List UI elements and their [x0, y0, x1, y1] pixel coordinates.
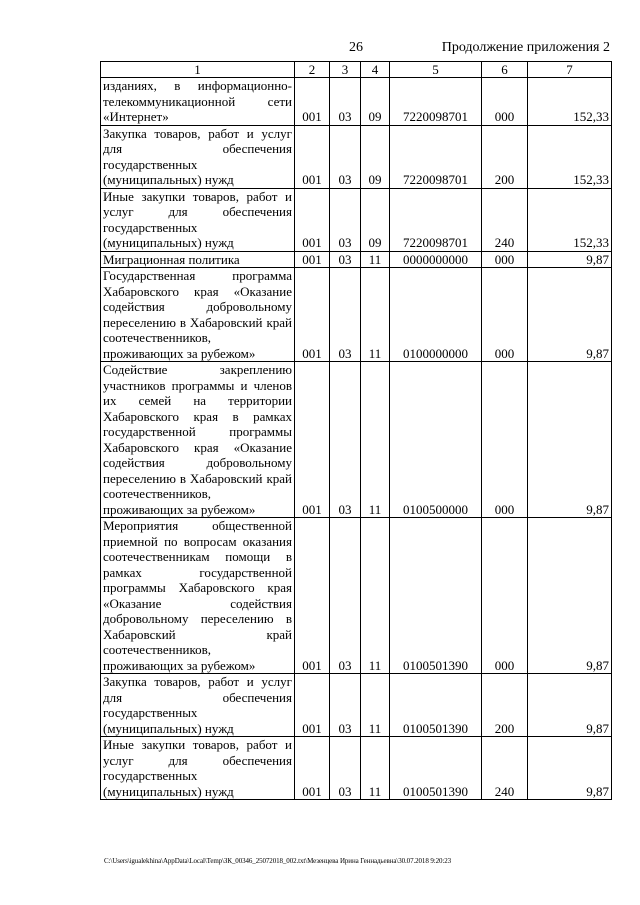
row-code-target: 0100501390 [390, 737, 482, 800]
continuation-label: Продолжение приложения 2 [441, 40, 610, 55]
column-header: 6 [482, 62, 528, 78]
table-row [101, 674, 612, 737]
row-amount: 152,33 [528, 78, 612, 126]
row-code-subsection: 11 [361, 737, 390, 800]
budget-table [100, 61, 612, 800]
row-code-ministry: 001 [295, 251, 330, 268]
table-row [101, 518, 612, 674]
page-number: 26 [349, 40, 363, 55]
row-code-target: 7220098701 [390, 78, 482, 126]
row-code-section: 03 [330, 125, 361, 188]
row-amount: 9,87 [528, 674, 612, 737]
row-code-section: 03 [330, 737, 361, 800]
row-code-section: 03 [330, 362, 361, 518]
table-row [101, 362, 612, 518]
row-code-ministry: 001 [295, 78, 330, 126]
row-code-expense-type: 000 [482, 251, 528, 268]
row-amount: 152,33 [528, 125, 612, 188]
row-code-subsection: 09 [361, 188, 390, 251]
column-header: 7 [528, 62, 612, 78]
row-code-target: 0100500000 [390, 362, 482, 518]
row-code-ministry: 001 [295, 188, 330, 251]
row-code-expense-type: 240 [482, 737, 528, 800]
column-header: 2 [295, 62, 330, 78]
row-name: Закупка товаров, работ и услуг для обеспечения государственных (муниципальных) нужд [101, 125, 295, 188]
row-code-subsection: 09 [361, 78, 390, 126]
table-header-row [101, 62, 612, 78]
row-name: изданиях, в информационно-телекоммуникационной сети «Интернет» [101, 78, 295, 126]
row-code-ministry: 001 [295, 674, 330, 737]
table-row [101, 268, 612, 362]
column-header: 1 [101, 62, 295, 78]
row-code-subsection: 11 [361, 251, 390, 268]
row-name: Государственная программа Хабаровского края «Оказание содействия добровольному переселению в Хабаровский край соотечественников, проживающих за рубежом» [101, 268, 295, 362]
table-row [101, 251, 612, 268]
row-code-subsection: 09 [361, 125, 390, 188]
row-code-section: 03 [330, 251, 361, 268]
row-code-subsection: 11 [361, 362, 390, 518]
table-row [101, 188, 612, 251]
column-header: 4 [361, 62, 390, 78]
row-code-expense-type: 000 [482, 362, 528, 518]
row-code-ministry: 001 [295, 125, 330, 188]
row-code-section: 03 [330, 674, 361, 737]
row-code-target: 0100000000 [390, 268, 482, 362]
row-code-subsection: 11 [361, 674, 390, 737]
row-name: Иные закупки товаров, работ и услуг для обеспечения государственных (муниципальных) нужд [101, 188, 295, 251]
table-row [101, 125, 612, 188]
row-code-expense-type: 000 [482, 78, 528, 126]
row-code-target: 0100501390 [390, 518, 482, 674]
row-code-section: 03 [330, 268, 361, 362]
row-code-ministry: 001 [295, 737, 330, 800]
row-code-expense-type: 200 [482, 674, 528, 737]
row-code-ministry: 001 [295, 362, 330, 518]
row-amount: 9,87 [528, 518, 612, 674]
row-code-section: 03 [330, 78, 361, 126]
row-code-ministry: 001 [295, 518, 330, 674]
row-code-target: 0100501390 [390, 674, 482, 737]
file-path-footer: C:\Users\igualekhina\AppData\Local\Temp\ЗК_00346_25072018_002.txt\Мезенцева Ирина Геннадьевна\30.07.2018 9:20:23 [104, 857, 452, 865]
row-code-expense-type: 000 [482, 268, 528, 362]
row-amount: 9,87 [528, 268, 612, 362]
row-amount: 9,87 [528, 362, 612, 518]
row-code-target: 7220098701 [390, 188, 482, 251]
table-row [101, 737, 612, 800]
row-name: Содействие закреплению участников программы и членов их семей на территории Хабаровского края в рамках государственной программы Хабаровского края «Оказание содействия добровольному переселению в Хабаровский край соотечественников, проживающих за рубежом» [101, 362, 295, 518]
row-code-expense-type: 000 [482, 518, 528, 674]
row-name: Миграционная политика [101, 251, 295, 268]
row-code-section: 03 [330, 518, 361, 674]
row-amount: 9,87 [528, 251, 612, 268]
column-header: 3 [330, 62, 361, 78]
row-code-ministry: 001 [295, 268, 330, 362]
column-header: 5 [390, 62, 482, 78]
row-amount: 152,33 [528, 188, 612, 251]
row-code-subsection: 11 [361, 518, 390, 674]
row-code-expense-type: 200 [482, 125, 528, 188]
row-code-subsection: 11 [361, 268, 390, 362]
row-name: Мероприятия общественной приемной по вопросам оказания соотечественникам помощи в рамках государственной программы Хабаровского края «Оказание содействия добровольному переселению в Хабаровский край соотечественников, проживающих за рубежом» [101, 518, 295, 674]
row-name: Иные закупки товаров, работ и услуг для обеспечения государственных (муниципальных) нужд [101, 737, 295, 800]
row-amount: 9,87 [528, 737, 612, 800]
row-code-target: 7220098701 [390, 125, 482, 188]
row-code-expense-type: 240 [482, 188, 528, 251]
row-code-target: 0000000000 [390, 251, 482, 268]
row-code-section: 03 [330, 188, 361, 251]
row-name: Закупка товаров, работ и услуг для обеспечения государственных (муниципальных) нужд [101, 674, 295, 737]
table-row [101, 78, 612, 126]
